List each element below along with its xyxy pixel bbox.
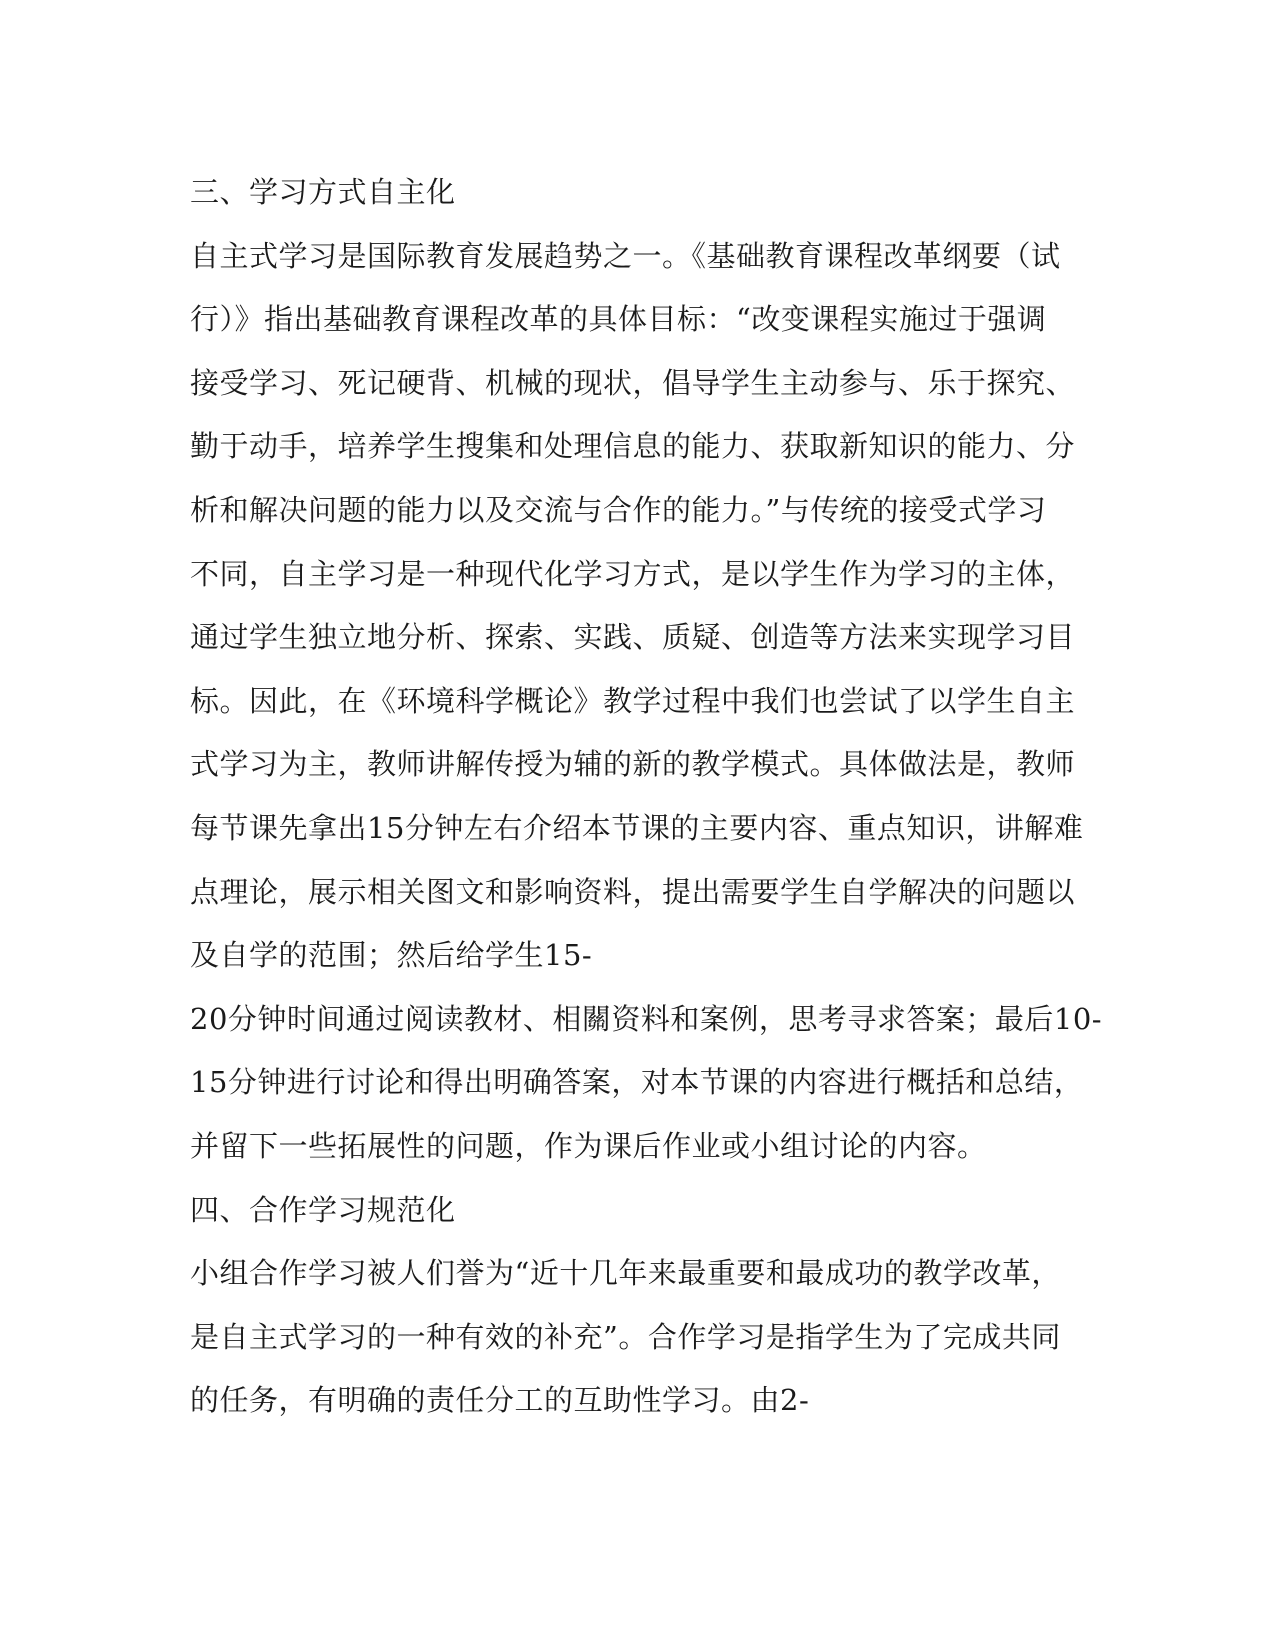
paragraph-line: 20分钟时间通过阅读教材、相關资料和案例，思考寻求答案；最后10- xyxy=(190,1001,1103,1036)
section-heading-3: 三、学习方式自主化 xyxy=(190,175,456,209)
paragraph-line: 标。因此，在《环境科学概论》教学过程中我们也尝试了以学生自主 xyxy=(190,683,1076,718)
document-body xyxy=(190,161,1103,1433)
paragraph-line: 行）》指出基础教育课程改革的具体目标：“改变课程实施过于强调 xyxy=(190,302,1047,337)
paragraph-line: 点理论，展示相关图文和影响资料，提出需要学生自学解决的问题以 xyxy=(190,874,1076,909)
paragraph-line: 勤于动手，培养学生搜集和处理信息的能力、获取新知识的能力、分 xyxy=(190,429,1076,464)
paragraph-line: 自主式学习是国际教育发展趋势之一。《基础教育课程改革纲要（试 xyxy=(190,238,1061,273)
paragraph-line: 接受学习、死记硬背、机械的现状，倡导学生主动参与、乐于探究、 xyxy=(190,365,1076,400)
paragraph-line: 不同，自主学习是一种现代化学习方式，是以学生作为学习的主体， xyxy=(190,556,1076,591)
paragraph-line: 是自主式学习的一种有效的补充”。合作学习是指学生为了完成共同 xyxy=(190,1319,1061,1354)
paragraph-line: 式学习为主，教师讲解传授为辅的新的教学模式。具体做法是，教师 xyxy=(190,747,1076,782)
paragraph-line: 析和解决问题的能力以及交流与合作的能力。”与传统的接受式学习 xyxy=(190,492,1047,527)
paragraph-line: 每节课先拿出15分钟左右介绍本节课的主要内容、重点知识，讲解难 xyxy=(190,810,1084,845)
paragraph-line: 小组合作学习被人们誉为“近十几年来最重要和最成功的教学改革， xyxy=(190,1256,1061,1291)
paragraph-line: 的任务，有明确的责任分工的互助性学习。由2- xyxy=(190,1383,810,1418)
paragraph-line: 并留下一些拓展性的问题，作为课后作业或小组讨论的内容。 xyxy=(190,1128,987,1163)
paragraph-line: 及自学的范围；然后给学生15- xyxy=(190,938,593,973)
section-heading-4: 四、合作学习规范化 xyxy=(190,1192,456,1227)
paragraph-line: 15分钟进行讨论和得出明确答案，对本节课的内容进行概括和总结， xyxy=(190,1065,1084,1100)
paragraph-line: 通过学生独立地分析、探索、实践、质疑、创造等方法来实现学习目 xyxy=(190,620,1076,655)
